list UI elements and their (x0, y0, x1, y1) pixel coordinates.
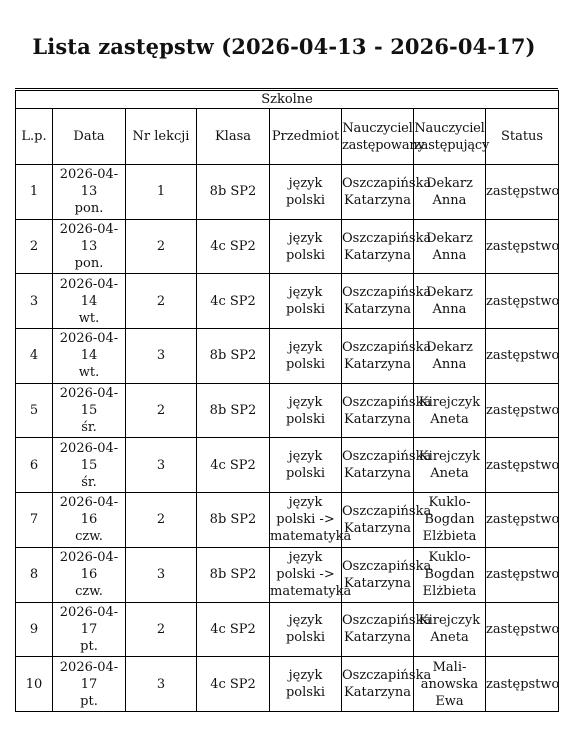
cell-subject-line: polski (285, 411, 325, 427)
table-row (16, 438, 559, 493)
cell-class: 4c SP2 (197, 602, 270, 657)
cell-subject-line: polski -> (276, 512, 335, 528)
cell-date (53, 383, 126, 438)
cell-lesson: 2 (126, 219, 197, 274)
cell-class: 8b SP2 (197, 547, 270, 602)
cell-date (53, 219, 126, 274)
cell-class: 8b SP2 (197, 493, 270, 548)
cell-replaced-teacher-line: Katarzyna (344, 192, 411, 208)
table-row (16, 493, 559, 548)
cell-replaced-teacher-line: Oszczapińska (342, 558, 432, 574)
cell-day-value: pon. (74, 201, 104, 217)
cell-subject-line: polski (285, 356, 325, 372)
cell-date (53, 602, 126, 657)
cell-subject-line: język (288, 394, 323, 410)
cell-replaced-teacher-line: Katarzyna (344, 302, 411, 318)
cell-class: 8b SP2 (197, 165, 270, 220)
cell-subject (270, 274, 342, 329)
cell-subject (270, 438, 342, 493)
cell-status: zastępstwo (486, 547, 559, 602)
cell-day-value: czw. (75, 529, 103, 545)
cell-subject (270, 329, 342, 384)
table-body (16, 165, 559, 712)
cell-date (53, 657, 126, 712)
cell-replaced-teacher-line: Oszczapińska (342, 285, 432, 301)
cell-date-value: 2026-04-17 (59, 604, 119, 637)
cell-replaced-teacher-line: Oszczapińska (342, 394, 432, 410)
cell-replaced-teacher-line: Katarzyna (344, 411, 411, 427)
cell-replacing-teacher-line: Dekarz (426, 175, 473, 191)
cell-lp: 1 (16, 165, 53, 220)
cell-replacing-teacher (414, 602, 486, 657)
cell-date-value: 2026-04-15 (59, 440, 119, 473)
cell-replacing-teacher-line: Ewa (435, 693, 464, 709)
cell-replacing-teacher-line: Kirejczyk (418, 613, 481, 629)
cell-subject (270, 383, 342, 438)
group-header-row (16, 91, 559, 109)
cell-replaced-teacher-line: Oszczapińska (342, 449, 432, 465)
group-label: Szkolne (16, 91, 559, 109)
cell-replaced-teacher-line: Katarzyna (344, 356, 411, 372)
table-row (16, 165, 559, 220)
cell-replaced-teacher-line: Oszczapińska (342, 613, 432, 629)
substitutions-table (15, 90, 559, 712)
cell-replaced-teacher-line: Oszczapińska (342, 668, 432, 684)
cell-replacing-teacher-line: Elżbieta (422, 584, 477, 600)
cell-class: 8b SP2 (197, 329, 270, 384)
cell-subject-line: język (288, 550, 323, 566)
cell-date (53, 274, 126, 329)
cell-replacing-teacher-line: Kuklo- (428, 495, 471, 511)
cell-class: 4c SP2 (197, 274, 270, 329)
cell-subject-line: język (288, 285, 323, 301)
cell-status: zastępstwo (486, 383, 559, 438)
cell-subject-line: język (288, 449, 323, 465)
cell-subject-line: język (288, 613, 323, 629)
cell-date-value: 2026-04-15 (59, 386, 119, 419)
cell-replaced-teacher (342, 219, 432, 274)
cell-replacing-teacher-line: Dekarz (426, 285, 473, 301)
cell-date-value: 2026-04-16 (59, 550, 119, 583)
cell-day-value: czw. (75, 584, 103, 600)
cell-class: 8b SP2 (197, 383, 270, 438)
cell-lesson: 2 (126, 274, 197, 329)
cell-day-value: wt. (78, 310, 100, 326)
cell-lp: 7 (16, 493, 53, 548)
cell-status: zastępstwo (486, 602, 559, 657)
cell-status: zastępstwo (486, 657, 559, 712)
cell-replaced-teacher-line: Oszczapińska (342, 175, 432, 191)
column-header-replacing-teacher-text: Nauczyciel zastępujący (414, 120, 490, 153)
cell-lesson: 1 (126, 165, 197, 220)
cell-date (53, 329, 126, 384)
cell-replacing-teacher-line: Aneta (430, 411, 469, 427)
cell-day-value: pt. (80, 638, 98, 654)
cell-lesson: 2 (126, 602, 197, 657)
column-header-replacing-teacher (414, 109, 490, 165)
table-row (16, 274, 559, 329)
cell-subject-line: polski (285, 192, 325, 208)
table-row (16, 383, 559, 438)
cell-subject (270, 165, 342, 220)
cell-lp: 9 (16, 602, 53, 657)
cell-subject-line: polski (285, 685, 325, 701)
cell-status: zastępstwo (486, 219, 559, 274)
cell-lp: 4 (16, 329, 53, 384)
cell-replacing-teacher (414, 547, 486, 602)
cell-subject-line: polski (285, 247, 325, 263)
cell-subject-line: język (288, 230, 323, 246)
cell-replacing-teacher (414, 274, 486, 329)
cell-status: zastępstwo (486, 274, 559, 329)
cell-replacing-teacher-line: Anna (432, 247, 467, 263)
cell-status: zastępstwo (486, 165, 559, 220)
cell-subject-line: język (288, 668, 323, 684)
cell-replacing-teacher (414, 493, 486, 548)
cell-lesson: 3 (126, 657, 197, 712)
cell-replacing-teacher-line: Kuklo- (428, 550, 471, 566)
table-row (16, 547, 559, 602)
cell-day-value: wt. (78, 365, 100, 381)
cell-replaced-teacher (342, 438, 432, 493)
cell-replacing-teacher-line: Aneta (430, 466, 469, 482)
cell-date (53, 438, 126, 493)
cell-replacing-teacher-line: Anna (432, 192, 467, 208)
cell-date-value: 2026-04-16 (59, 495, 119, 528)
cell-replacing-teacher-line: Mali- (432, 659, 467, 675)
cell-status: zastępstwo (486, 329, 559, 384)
cell-replaced-teacher-line: Oszczapińska (342, 230, 432, 246)
table-top-rule (15, 88, 558, 89)
cell-class: 4c SP2 (197, 438, 270, 493)
column-header-replaced-teacher (342, 109, 425, 165)
table-row (16, 219, 559, 274)
cell-date-value: 2026-04-13 (59, 167, 119, 200)
cell-date-value: 2026-04-14 (59, 331, 119, 364)
cell-lesson: 3 (126, 438, 197, 493)
cell-lp: 3 (16, 274, 53, 329)
cell-date-value: 2026-04-14 (59, 276, 119, 309)
cell-replaced-teacher (342, 274, 432, 329)
cell-replacing-teacher (414, 383, 486, 438)
cell-replaced-teacher-line: Katarzyna (344, 466, 411, 482)
cell-replaced-teacher-line: Katarzyna (344, 685, 411, 701)
cell-day-value: pon. (74, 256, 104, 272)
cell-lp: 10 (16, 657, 53, 712)
cell-subject (270, 602, 342, 657)
cell-replacing-teacher-line: Elżbieta (422, 529, 477, 545)
cell-replacing-teacher (414, 657, 486, 712)
cell-date-value: 2026-04-13 (59, 222, 119, 255)
cell-class: 4c SP2 (197, 657, 270, 712)
cell-lesson: 2 (126, 493, 197, 548)
cell-replaced-teacher-line: Katarzyna (344, 630, 411, 646)
cell-replacing-teacher-line: Kirejczyk (418, 449, 481, 465)
cell-replacing-teacher-line: Anna (432, 302, 467, 318)
cell-replaced-teacher (342, 493, 432, 548)
cell-date-value: 2026-04-17 (59, 659, 119, 692)
column-header-lp: L.p. (16, 109, 53, 165)
column-header-lesson: Nr lekcji (126, 109, 197, 165)
cell-replaced-teacher (342, 547, 432, 602)
cell-replaced-teacher (342, 165, 432, 220)
table-row (16, 657, 559, 712)
cell-replacing-teacher-line: Bogdan (424, 512, 475, 528)
column-header-subject: Przedmiot (270, 109, 342, 165)
cell-replacing-teacher-line: anowska (420, 676, 479, 692)
column-header-replaced-teacher-text: Nauczyciel zastępowany (342, 120, 425, 153)
cell-day-value: pt. (80, 693, 98, 709)
column-header-class: Klasa (197, 109, 270, 165)
cell-replacing-teacher-line: Dekarz (426, 339, 473, 355)
cell-subject-line: matematyka (270, 584, 352, 600)
cell-class: 4c SP2 (197, 219, 270, 274)
cell-subject-line: język (288, 339, 323, 355)
cell-replacing-teacher (414, 329, 486, 384)
cell-replaced-teacher-line: Katarzyna (344, 247, 411, 263)
cell-replacing-teacher (414, 438, 486, 493)
cell-replaced-teacher (342, 657, 432, 712)
cell-replacing-teacher-line: Kirejczyk (418, 394, 481, 410)
cell-subject-line: polski -> (276, 567, 335, 583)
cell-replaced-teacher (342, 329, 432, 384)
cell-replacing-teacher (414, 219, 486, 274)
cell-replacing-teacher-line: Anna (432, 356, 467, 372)
cell-day-value: śr. (81, 420, 97, 436)
cell-status: zastępstwo (486, 438, 559, 493)
cell-status: zastępstwo (486, 493, 559, 548)
column-header-date: Data (53, 109, 126, 165)
cell-lp: 6 (16, 438, 53, 493)
cell-subject-line: polski (285, 302, 325, 318)
cell-subject (270, 219, 342, 274)
cell-replacing-teacher-line: Aneta (430, 630, 469, 646)
cell-subject-line: polski (285, 466, 325, 482)
table-row (16, 602, 559, 657)
cell-subject-line: język (288, 495, 323, 511)
cell-replaced-teacher (342, 383, 432, 438)
column-header-row (16, 109, 559, 165)
cell-subject-line: matematyka (270, 529, 352, 545)
cell-replaced-teacher-line: Katarzyna (344, 520, 411, 536)
cell-subject (270, 493, 352, 548)
cell-lp: 5 (16, 383, 53, 438)
cell-subject-line: język (288, 175, 323, 191)
cell-day-value: śr. (81, 474, 97, 490)
cell-replaced-teacher-line: Katarzyna (344, 575, 411, 591)
cell-lesson: 3 (126, 329, 197, 384)
cell-date (53, 493, 126, 548)
cell-date (53, 547, 126, 602)
cell-replaced-teacher (342, 602, 432, 657)
cell-replacing-teacher (414, 165, 486, 220)
cell-replacing-teacher-line: Bogdan (424, 567, 475, 583)
cell-subject-line: polski (285, 630, 325, 646)
cell-replaced-teacher-line: Oszczapińska (342, 339, 432, 355)
column-header-status: Status (486, 109, 559, 165)
cell-replacing-teacher-line: Dekarz (426, 230, 473, 246)
cell-lesson: 2 (126, 383, 197, 438)
cell-lesson: 3 (126, 547, 197, 602)
cell-date (53, 165, 126, 220)
cell-subject (270, 657, 342, 712)
page-title: Lista zastępstw (2026-04-13 - 2026-04-17) (32, 34, 536, 59)
cell-lp: 8 (16, 547, 53, 602)
cell-replaced-teacher-line: Oszczapińska (342, 503, 432, 519)
table-row (16, 329, 559, 384)
cell-lp: 2 (16, 219, 53, 274)
cell-subject (270, 547, 352, 602)
